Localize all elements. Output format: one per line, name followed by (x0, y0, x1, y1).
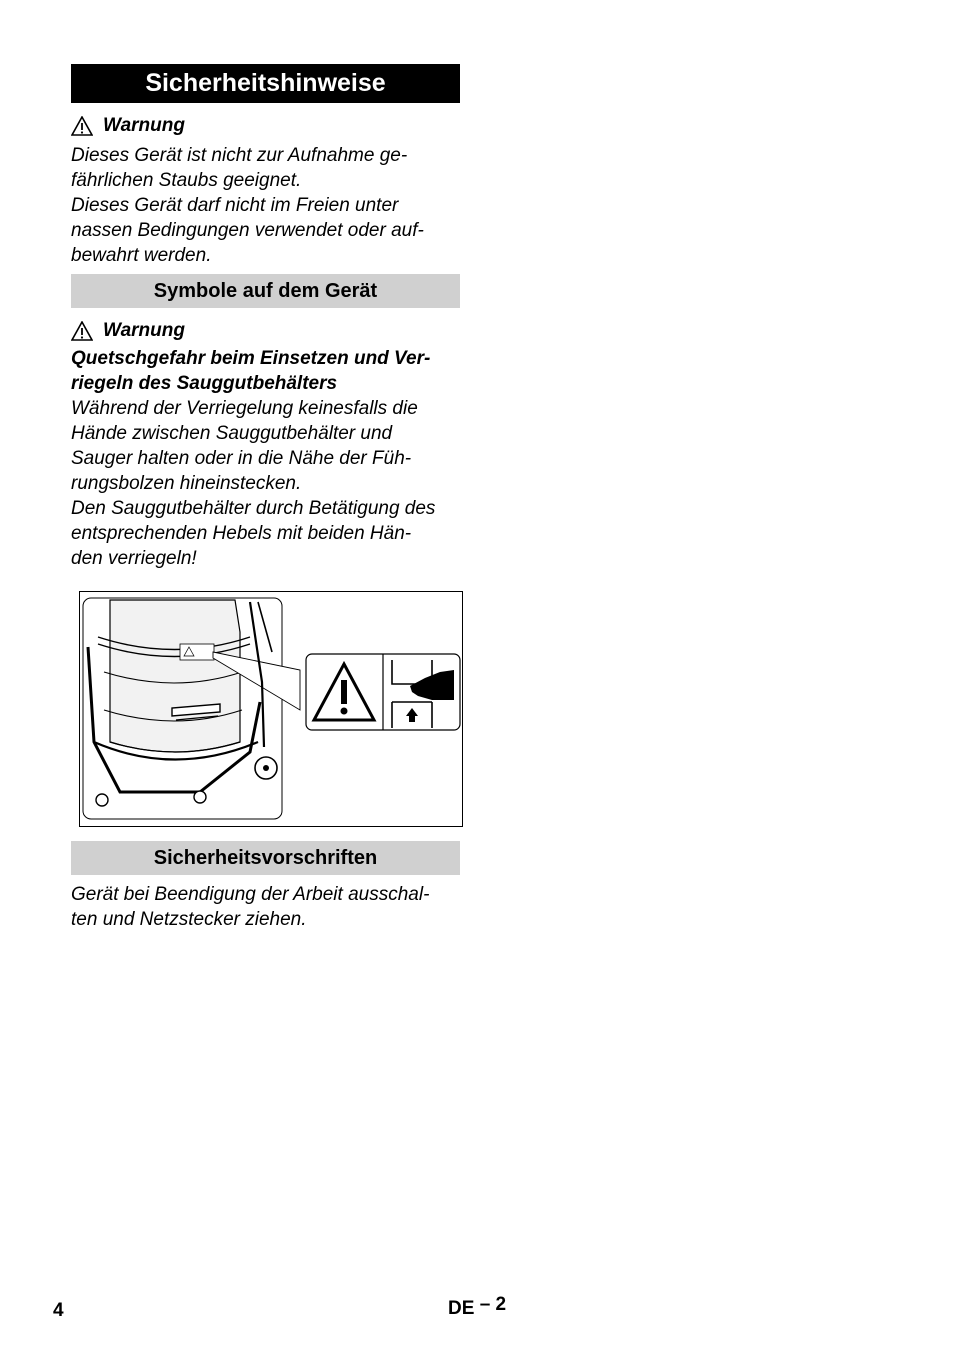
text-line-bold: Quetschgefahr beim Einsetzen und Ver- (71, 348, 431, 369)
page-number: 4 (53, 1300, 64, 1321)
safety-text (71, 882, 463, 932)
text-line: Dieses Gerät darf nicht im Freien unter (71, 195, 399, 216)
text-line: Während der Verriegelung keinesfalls die (71, 398, 418, 419)
text-line: Den Sauggutbehälter durch Betätigung des (71, 498, 436, 519)
warning-triangle-icon (71, 116, 93, 136)
page-title: Sicherheitshinweise (71, 64, 460, 103)
warning-text (71, 346, 463, 571)
page-footer-ref (448, 1294, 507, 1320)
section-heading: Sicherheitsvorschriften (71, 841, 460, 875)
text-line-bold: riegeln des Sauggutbehälters (71, 373, 338, 394)
text-line: Sauger halten oder in die Nähe der Füh- (71, 448, 412, 469)
warning-heading (71, 114, 185, 138)
warning-label: Warnung (103, 115, 185, 136)
text-line: fährlichen Staubs geeignet. (71, 170, 302, 191)
text-line: Gerät bei Beendigung der Arbeit ausschal- (71, 884, 430, 905)
vacuum-container-illustration (79, 591, 463, 827)
text-line: ten und Netzstecker ziehen. (71, 909, 307, 930)
text-line: Hände zwischen Sauggutbehälter und (71, 423, 393, 444)
language-code: DE (448, 1298, 475, 1319)
text-line: bewahrt werden. (71, 245, 212, 266)
text-line: nassen Bedingungen verwendet oder auf- (71, 220, 424, 241)
warning-text (71, 143, 463, 268)
warning-heading (71, 319, 185, 343)
warning-triangle-icon (71, 321, 93, 341)
text-line: den verriegeln! (71, 548, 197, 569)
section-heading: Symbole auf dem Gerät (71, 274, 460, 308)
text-line: Dieses Gerät ist nicht zur Aufnahme ge- (71, 145, 408, 166)
warning-label: Warnung (103, 320, 185, 341)
page-ref: – 2 (479, 1294, 507, 1315)
text-line: rungsbolzen hineinstecken. (71, 473, 302, 494)
text-line: entsprechenden Hebels mit beiden Hän- (71, 523, 412, 544)
